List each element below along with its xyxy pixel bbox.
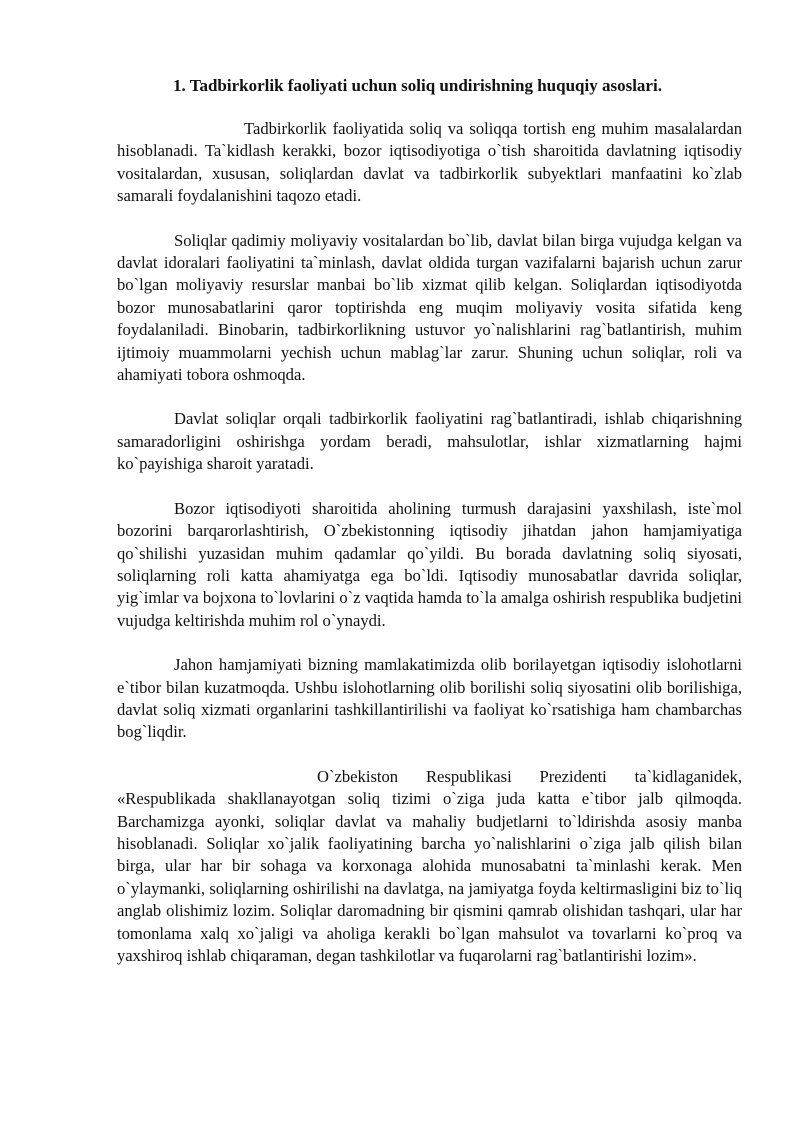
paragraph-2: Soliqlar qadimiy moliyaviy vositalardan bo`lib, davlat bilan birga vujudga kelgan va davlat idoralari faoliyatini ta`minlash, davlat oldida turgan vazifalarni bajarish uchun zarur bo`lgan moliyaviy resurslar manbai bo`lib xizmat qilib kelgan. Soliqlardan iqtisodiyotda bozor munosabatlarini qaror toptirishda eng muqim moliyaviy vosita sifatida keng foydalaniladi. Binobarin, tadbirkorlikning ustuvor yo`nalishlarini rag`batlantirish, muhim ijtimoiy muammolarni yechish uchun mablag`lar zarur. Shuning uchun soliqlar, roli va ahamiyati tobora oshmoqda. [117, 230, 742, 385]
paragraph-4: Bozor iqtisodiyoti sharoitida aholining turmush darajasini yaxshilash, iste`mol bozorini barqarorlashtirish, O`zbekistonning iqtisodiy jihatdan jahon hamjamiyatiga qo`shilishi yuzasidan muhim qadamlar qo`yildi. Bu borada davlatning soliq siyosati, soliqlarning roli katta ahamiyatga ega bo`ldi. Iqtisodiy munosabatlar davrida soliqlar, yig`imlar va bojxona to`lovlarini o`z vaqtida hamda to`la amalga oshirish respublika budjetini vujudga keltirishda muhim rol o`ynaydi. [117, 498, 742, 630]
paragraph-5: Jahon hamjamiyati bizning mamlakatimizda olib borilayetgan iqtisodiy islohotlarni e`tibor bilan kuzatmoqda. Ushbu islohotlarning olib borilishi soliq siyosatini olib borilishiga, davlat soliq xizmati organlarini tashkillantirilishi va faoliyat ko`rsatishiga ham chambarchas bog`liqdir. [117, 655, 742, 742]
document-page [117, 74, 742, 989]
paragraph-1: Tadbirkorlik faoliyatida soliq va soliqqa tortish eng muhim masalalardan hisoblanadi. Ta`kidlash kerakki, bozor iqtisodiyotiga o`tish sharoitida davlatning iqtisodiy vositalardan, xususan, soliqlardan davlat va tadbirkorlik subyektlari manfaatini ko`zlab samarali foydalanishini taqozo etadi. [117, 119, 742, 206]
section-heading: 1. Tadbirkorlik faoliyati uchun soliq undirishning huquqiy asoslari. [173, 76, 662, 95]
paragraph-3: Davlat soliqlar orqali tadbirkorlik faoliyatini rag`batlantiradi, ishlab chiqarishning samaradorligini oshirishga yordam beradi, mahsulotlar, ishlar xizmatlarning hajmi ko`payishiga sharoit yaratadi. [117, 409, 742, 474]
paragraph-6-quote: O`zbekiston Respublikasi Prezidenti ta`kidlaganidek, «Respublikada shakllanayotgan soliq tizimi o`ziga juda katta e`tibor jalb qilmoqda. Barchamizga ayonki, soliqlar davlat va mahaliy budjetlarni to`ldirishda asosiy manba hisoblanadi. Soliqlar xo`jalik faoliyatining barcha yo`nalishlarini o`ziga jalb qilish bilan birga, ular har bir sohaga va korxonaga alohida munosabatni ta`minlashi kerak. Men o`ylaymanki, soliqlarning oshirilishi na davlatga, na jamiyatga foyda keltirmasligini biz to`liq anglab olishimiz lozim. Soliqlar daromadning bir qismini qamrab olishidan tashqari, ular har tomonlama xalq xo`jaligi va aholiga kerakli bo`lgan mahsulot va tovarlarni ko`proq va yaxshiroq ishlab chiqaraman, degan tashkilotlar va fuqarolarni rag`batlantirishi lozim». [117, 766, 742, 965]
